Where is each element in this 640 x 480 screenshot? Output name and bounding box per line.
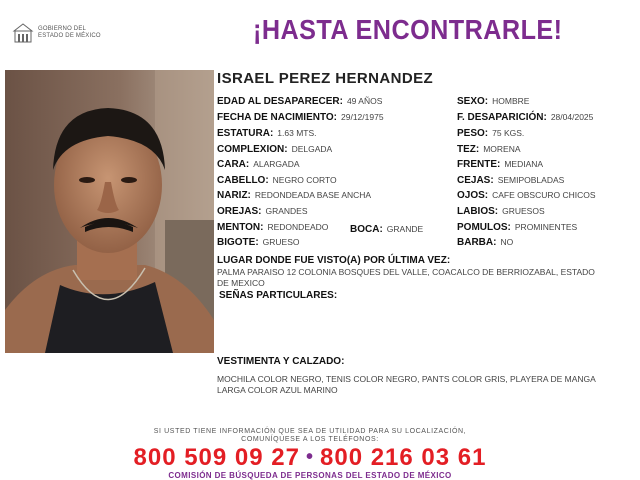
field-value: 75 KGS. [492,128,525,138]
field-build [217,144,332,155]
field-label: OREJAS: [217,206,262,217]
field-label: BIGOTE: [217,237,259,248]
field-chin [217,222,328,233]
field-value: GRANDE [386,224,424,234]
field-disappearance-date [457,112,593,123]
field-value: GRUESO [262,237,300,247]
field-value: DELGADA [291,144,333,154]
field-value: HOMBRE [492,96,530,106]
field-mouth [350,224,423,235]
field-value: MEDIANA [504,159,544,169]
government-logo [12,22,132,46]
contact-note-line-2: COMUNÍQUESE A LOS TELÉFONOS: [241,436,379,443]
phone-numbers [0,444,620,472]
field-ears [217,206,308,217]
field-label: MENTON: [217,222,264,233]
logo-line-2: ESTADO DE MÉXICO [38,33,101,39]
field-label: PESO: [457,128,489,139]
field-label: TEZ: [457,144,480,155]
field-label: COMPLEXION: [217,144,288,155]
field-value: ALARGADA [253,159,300,169]
field-label: ESTATURA: [217,128,274,139]
field-value: SEMIPOBLADAS [497,175,565,185]
field-sex [457,96,529,107]
field-label: BARBA: [457,237,497,248]
field-value: NEGRO CORTO [272,175,337,185]
clothing-label: VESTIMENTA Y CALZADO: [217,356,345,367]
field-label: LABIOS: [457,206,499,217]
phone-number-2[interactable]: 800 216 03 61 [320,444,487,471]
field-label: POMULOS: [457,222,511,233]
field-hair [217,175,337,186]
field-height [217,128,317,139]
field-value: 29/12/1975 [341,112,384,122]
field-label: SEXO: [457,96,489,107]
field-lips [457,206,545,217]
field-label: BOCA: [350,224,383,235]
field-nose [217,190,371,201]
field-value: 1.63 MTS. [277,128,317,138]
field-face [217,159,300,170]
field-value: MORENA [483,144,521,154]
field-label: EDAD AL DESAPARECER: [217,96,343,107]
field-value: PROMINENTES [514,222,578,232]
field-label: OJOS: [457,190,489,201]
logo-line-1: GOBIERNO DEL [38,26,87,32]
field-weight [457,128,524,139]
field-label: FRENTE: [457,159,501,170]
distinguishing-marks-label: SEÑAS PARTICULARES: [219,290,338,301]
clothing-value: MOCHILA COLOR NEGRO, TENIS COLOR NEGRO, PANTS COLOR GRIS, PLAYERA DE MANGA LARGA COLOR AZUL MARINO [217,374,596,395]
contact-note-line-1: SI USTED TIENE INFORMACIÓN QUE SEA DE UTILIDAD PARA SU LOCALIZACIÓN, [153,428,467,435]
field-complexion [457,144,521,155]
agency-name: COMISIÓN DE BÚSQUEDA DE PERSONAS DEL ESTADO DE MÉXICO [168,471,452,480]
headline: ¡HASTA ENCONTRARLE! [253,14,563,45]
field-label: CARA: [217,159,250,170]
field-value: REDONDEADO [267,222,329,232]
field-label: F. DESAPARICIÓN: [457,112,547,123]
field-cheekbones [457,222,577,233]
field-eyebrows [457,175,564,186]
field-birth-date [217,112,384,123]
phone-separator: • [305,446,314,468]
last-seen-label: LUGAR DONDE FUE VISTO(A) POR ÚLTIMA VEZ: [217,255,451,266]
field-age [217,96,382,107]
field-value: 28/04/2025 [550,112,594,122]
field-value: GRUESOS [502,206,545,216]
field-forehead [457,159,543,170]
field-label: CEJAS: [457,175,494,186]
field-label: NARIZ: [217,190,251,201]
field-value: REDONDEADA BASE ANCHA [254,190,372,200]
state-emblem-icon [12,22,34,44]
person-name: ISRAEL PEREZ HERNANDEZ [217,70,434,87]
field-eyes [457,190,596,201]
last-seen-value: PALMA PARAISO 12 COLONIA BOSQUES DEL VALLE, COACALCO DE BERRIOZABAL, ESTADO DE MEXICO [217,267,595,288]
field-mustache [217,237,300,248]
field-beard [457,237,513,248]
field-value: 49 AÑOS [346,96,383,106]
field-label: CABELLO: [217,175,269,186]
phone-number-1[interactable]: 800 509 09 27 [133,444,300,471]
missing-person-photo [5,70,214,353]
field-value: CAFE OBSCURO CHICOS [492,190,596,200]
field-label: FECHA DE NACIMIENTO: [217,112,337,123]
field-value: GRANDES [265,206,308,216]
field-value: NO [500,237,514,247]
